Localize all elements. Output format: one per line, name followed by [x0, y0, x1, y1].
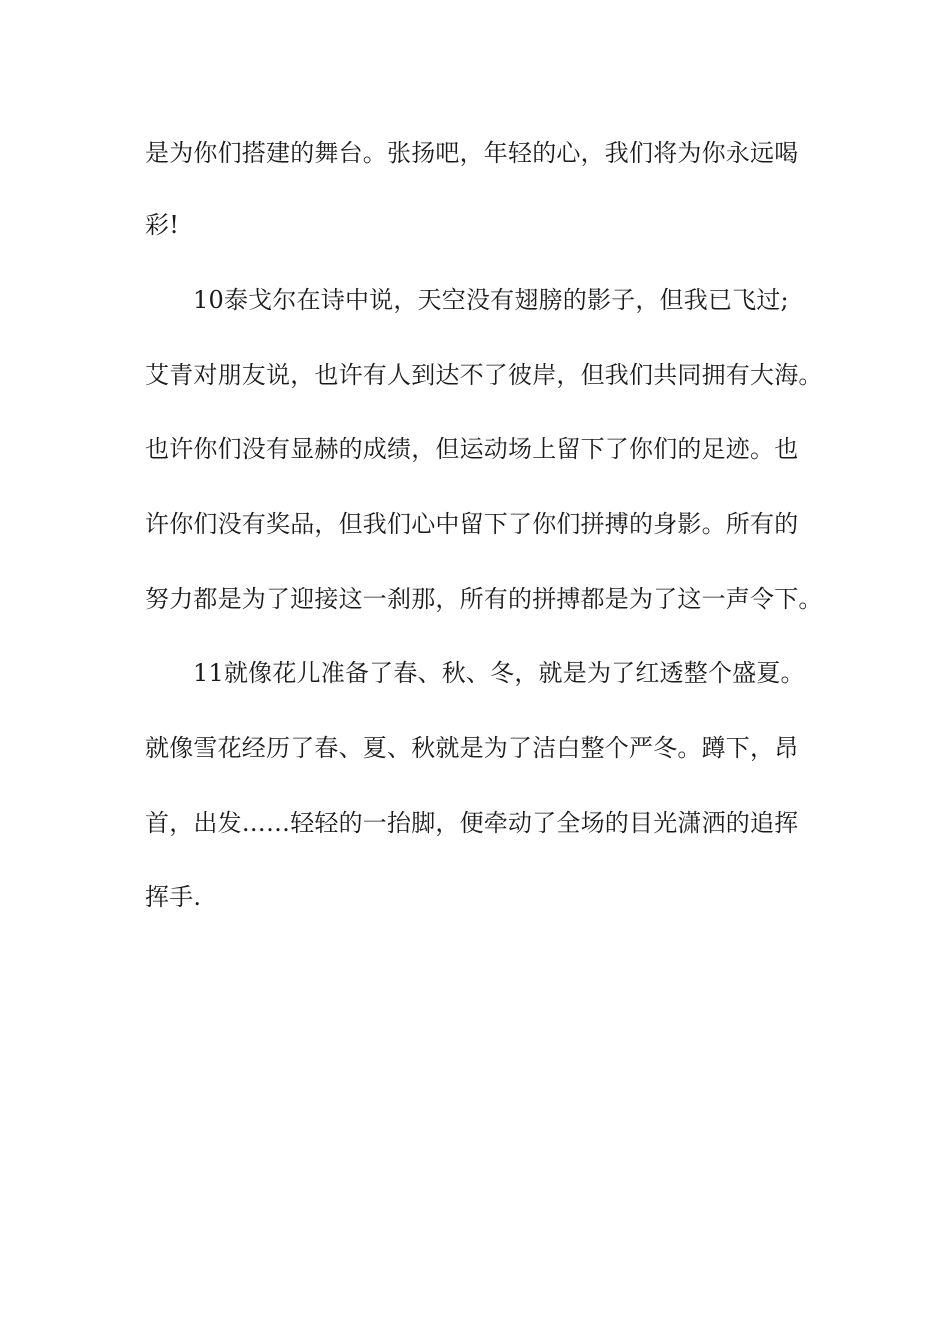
text-line: 彩!: [145, 211, 180, 239]
paragraph-10-start: 10泰戈尔在诗中说，天空没有翅膀的影子，但我已飞过;: [193, 286, 789, 314]
text-line: 是为你们搭建的舞台。张扬吧，年轻的心，我们将为你永远喝: [145, 139, 799, 167]
paragraph-11-start: 11就像花儿准备了春、秋、冬，就是为了红透整个盛夏。: [193, 659, 805, 687]
text-line: 艾青对朋友说，也许有人到达不了彼岸，但我们共同拥有大海。: [145, 361, 823, 389]
text-line: 也许你们没有显赫的成绩，但运动场上留下了你们的足迹。也: [145, 435, 799, 463]
text-line: 就像雪花经历了春、夏、秋就是为了洁白整个严冬。蹲下，昂: [145, 734, 799, 762]
text-line: 许你们没有奖品，但我们心中留下了你们拼搏的身影。所有的: [145, 510, 799, 538]
text-line: 首，出发……轻轻的一抬脚，便牵动了全场的目光潇洒的追挥: [145, 809, 799, 837]
text-line: 挥手.: [145, 883, 202, 911]
text-line: 努力都是为了迎接这一刹那，所有的拼搏都是为了这一声令下。: [145, 585, 823, 613]
